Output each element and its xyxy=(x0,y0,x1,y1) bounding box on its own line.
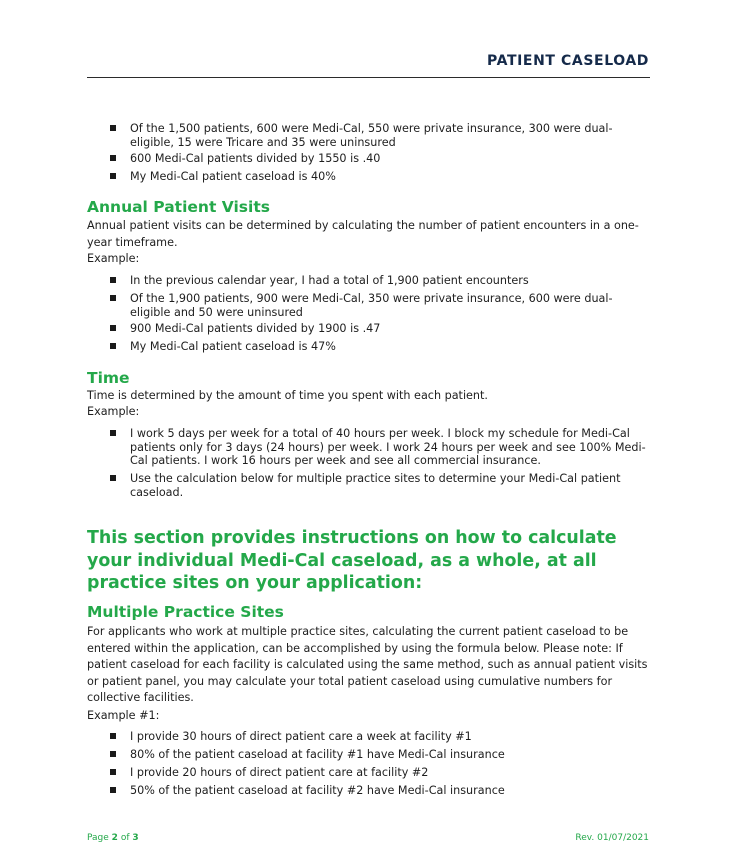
list-item: I provide 20 hours of direct patient care at facility #2 xyxy=(87,766,650,780)
list-item: 900 Medi-Cal patients divided by 1900 is .47 xyxy=(87,322,650,336)
bullet-square-icon xyxy=(110,173,116,179)
annual-visits-heading: Annual Patient Visits xyxy=(87,198,270,216)
header-divider xyxy=(87,77,650,78)
bullet-square-icon xyxy=(110,125,116,131)
multiple-sites-description: For applicants who work at multiple practice sites, calculating the current patient caseload to be entered within the application, can be accomplished by using the formula below. Please note: If patient caseload for each facility is calculated using the same method, such as annual patient visits or patient panel, you may calculate your total patient caseload using cumulative numbers for collective facilities. xyxy=(87,625,648,704)
revision-date: Rev. 01/07/2021 xyxy=(575,833,649,843)
time-example-label: Example: xyxy=(87,405,140,418)
list-item: I work 5 days per week for a total of 40 hours per week. I block my schedule for Medi-Cal patients only for 3 days (24 hours) per week. I work 24 hours per week and see 100% Medi-Cal patients. I work 16 hours per week and see all commercial insurance. xyxy=(87,427,650,468)
annual-visits-description: Annual patient visits can be determined by calculating the number of patient encounters in a one-year timeframe. xyxy=(87,219,639,249)
bullet-square-icon xyxy=(110,787,116,793)
page-header-title: PATIENT CASELOAD xyxy=(487,53,649,69)
bullet-square-icon xyxy=(110,295,116,301)
bullet-square-icon xyxy=(110,343,116,349)
list-item: 600 Medi-Cal patients divided by 1550 is .40 xyxy=(87,152,650,166)
list-item: My Medi-Cal patient caseload is 47% xyxy=(87,340,650,354)
section-heading: This section provides instructions on how to calculate your individual Medi-Cal caseload, as a whole, at all practice sites on your application: xyxy=(87,528,617,593)
annual-visits-example-label: Example: xyxy=(87,252,140,265)
bullet-square-icon xyxy=(110,475,116,481)
multiple-sites-example-label: Example #1: xyxy=(87,709,160,722)
bullet-square-icon xyxy=(110,751,116,757)
bullet-square-icon xyxy=(110,325,116,331)
list-item: In the previous calendar year, I had a total of 1,900 patient encounters xyxy=(87,274,650,288)
list-item: I provide 30 hours of direct patient care a week at facility #1 xyxy=(87,730,650,744)
time-heading: Time xyxy=(87,369,130,387)
bullet-square-icon xyxy=(110,733,116,739)
time-description: Time is determined by the amount of time you spent with each patient. xyxy=(87,389,488,402)
bullet-square-icon xyxy=(110,155,116,161)
list-item: Of the 1,500 patients, 600 were Medi-Cal, 550 were private insurance, 300 were dual-eligible, 15 were Tricare and 35 were uninsured xyxy=(87,122,650,149)
list-item: 50% of the patient caseload at facility #2 have Medi-Cal insurance xyxy=(87,784,650,798)
bullet-square-icon xyxy=(110,277,116,283)
multiple-sites-heading: Multiple Practice Sites xyxy=(87,603,284,621)
list-item: 80% of the patient caseload at facility #1 have Medi-Cal insurance xyxy=(87,748,650,762)
list-item: Of the 1,900 patients, 900 were Medi-Cal, 350 were private insurance, 600 were dual-eligible and 50 were uninsured xyxy=(87,292,650,319)
list-item: Use the calculation below for multiple practice sites to determine your Medi-Cal patient caseload. xyxy=(87,472,650,499)
page-number: Page 2 of 3 xyxy=(87,833,139,843)
bullet-square-icon xyxy=(110,430,116,436)
list-item: My Medi-Cal patient caseload is 40% xyxy=(87,170,650,184)
bullet-square-icon xyxy=(110,769,116,775)
